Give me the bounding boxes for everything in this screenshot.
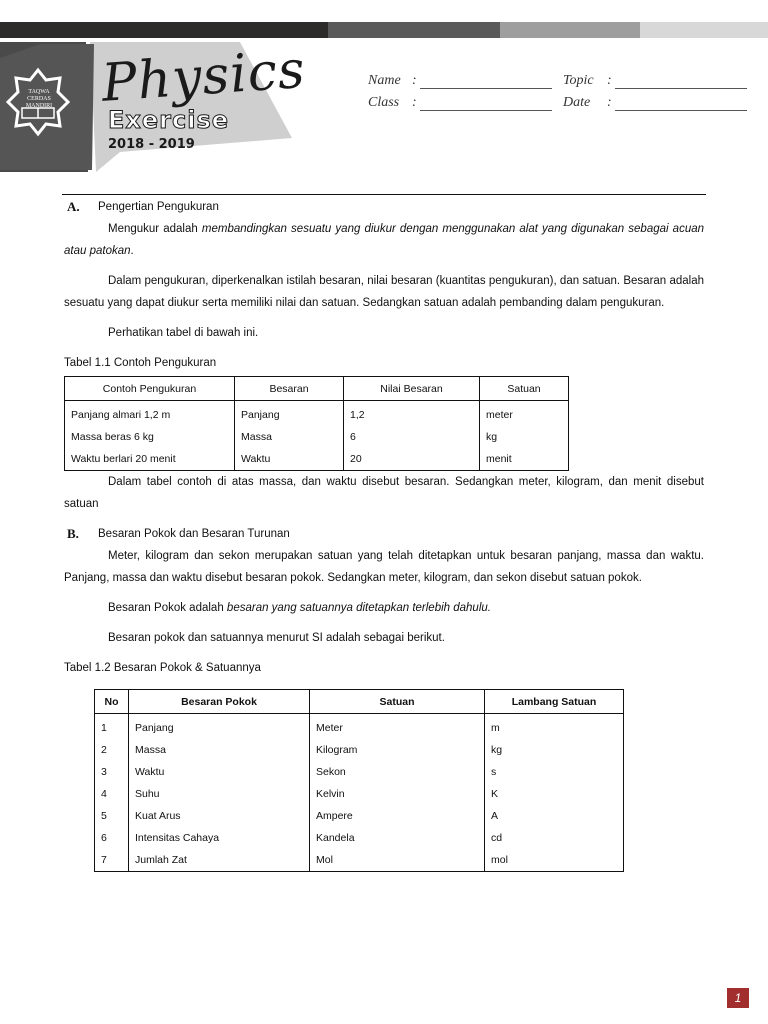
table-2-header-cell: No [95, 690, 129, 714]
section-a-paragraph-1 [64, 218, 704, 262]
header-divider [62, 194, 706, 195]
section-a-paragraph-4: Dalam tabel contoh di atas massa, dan waktu disebut besaran. Sedangkan meter, kilogram, dan menit disebut satuan [64, 476, 704, 510]
date-field[interactable] [563, 95, 753, 113]
table-1-cell: Panjang [235, 401, 344, 427]
table-2-cell: m [485, 714, 624, 740]
table-2-cell: K [485, 783, 624, 805]
table-2-row [95, 783, 624, 805]
table-2-cell: kg [485, 739, 624, 761]
table-2-cell: Massa [129, 739, 310, 761]
table-2-cell: Intensitas Cahaya [129, 827, 310, 849]
table-2-cell: A [485, 805, 624, 827]
section-b-p2-emphasis: besaran yang satuannya ditetapkan terlebih dahulu. [226, 602, 491, 614]
table-2-cell: 3 [95, 761, 129, 783]
page-number-badge: 1 [727, 988, 749, 1008]
table-1-header-cell: Nilai Besaran [344, 377, 480, 401]
class-colon: : [412, 95, 417, 110]
table-1-row [65, 426, 569, 448]
table-2-cell: Suhu [129, 783, 310, 805]
name-label: Name [368, 73, 401, 88]
table-2-cell: Kuat Arus [129, 805, 310, 827]
table-1-cell: Waktu [235, 448, 344, 471]
table-2-cell: 7 [95, 849, 129, 872]
table-1-caption: Tabel 1.1 Contoh Pengukuran [64, 357, 217, 369]
table-2-cell: Kandela [310, 827, 485, 849]
table-1-cell: Panjang almari 1,2 m [65, 401, 235, 427]
table-1-header-cell: Besaran [235, 377, 344, 401]
table-2-row [95, 805, 624, 827]
date-input-line[interactable] [615, 110, 747, 111]
table-2-header-cell: Satuan [310, 690, 485, 714]
header-year: 2018 - 2019 [108, 137, 195, 152]
section-b-heading [64, 523, 704, 545]
table-2-row [95, 849, 624, 872]
date-label: Date [563, 95, 591, 110]
topic-label: Topic [563, 73, 594, 88]
date-colon: : [607, 95, 612, 110]
topic-colon: : [607, 73, 612, 88]
section-b-paragraph-2 [64, 597, 704, 619]
document-body [64, 196, 704, 872]
section-b-p2-text: Besaran Pokok adalah [108, 602, 227, 614]
logo-text: TAQWA CERDAS MANDIRI [25, 89, 53, 109]
table-1-cell: kg [480, 426, 569, 448]
table-2-row [95, 739, 624, 761]
top-bar-segment-light [500, 22, 640, 38]
table-2-cell: Kelvin [310, 783, 485, 805]
table-1-cell: 20 [344, 448, 480, 471]
section-a-p1-text: Mengukur adalah [108, 223, 202, 235]
name-field[interactable] [368, 73, 558, 91]
table-2-cell: s [485, 761, 624, 783]
section-b-paragraph-3: Besaran pokok dan satuannya menurut SI adalah sebagai berikut. [108, 632, 445, 644]
table-1-header-cell: Contoh Pengukuran [65, 377, 235, 401]
table-2-row [95, 761, 624, 783]
topic-field[interactable] [563, 73, 753, 91]
table-1-header-cell: Satuan [480, 377, 569, 401]
table-2-cell: Waktu [129, 761, 310, 783]
section-a-heading [64, 196, 704, 218]
header-title-physics: Physics [99, 39, 308, 114]
table-2-cell: mol [485, 849, 624, 872]
table-2-cell: 5 [95, 805, 129, 827]
table-2-header-cell: Lambang Satuan [485, 690, 624, 714]
table-1-cell: 1,2 [344, 401, 480, 427]
table-2-cell: Jumlah Zat [129, 849, 310, 872]
section-b-paragraph-1: Meter, kilogram dan sekon merupakan satuan yang telah ditetapkan untuk besaran panjang, massa dan waktu. Panjang, massa dan waktu disebut besaran pokok. Sedangkan meter, kilogram, dan sekon disebut satuan pokok. [64, 550, 704, 584]
table-2-cell: Meter [310, 714, 485, 740]
table-1-row [65, 448, 569, 471]
table-2-cell: Kilogram [310, 739, 485, 761]
top-color-bar [0, 22, 768, 38]
section-a-p1-emphasis: membandingkan sesuatu yang diukur dengan menggunakan alat yang digunakan sebagai acuan atau patokan [64, 223, 705, 257]
table-1-cell: Waktu berlari 20 menit [65, 448, 235, 471]
table-2-cell: Ampere [310, 805, 485, 827]
table-2-header-row [95, 690, 624, 714]
table-1-row [65, 401, 569, 427]
table-2-row [95, 714, 624, 740]
table-2-cell: 1 [95, 714, 129, 740]
table-2-cell: cd [485, 827, 624, 849]
table-2 [94, 689, 624, 872]
top-bar-segment-pale [640, 22, 768, 38]
table-1-cell: menit [480, 448, 569, 471]
table-1 [64, 376, 569, 471]
name-colon: : [412, 73, 417, 88]
table-2-cell: Mol [310, 849, 485, 872]
section-a-paragraph-2: Dalam pengukuran, diperkenalkan istilah besaran, nilai besaran (kuantitas pengukuran), dan satuan. Besaran adalah sesuatu yang dapat diukur serta memiliki nilai dan satuan. Sedangkan satuan adalah pembanding dalam pengukuran. [64, 275, 704, 309]
table-2-cell: 2 [95, 739, 129, 761]
table-2-caption: Tabel 1.2 Besaran Pokok & Satuannya [64, 662, 261, 674]
section-a-title: Pengertian Pengukuran [98, 201, 219, 213]
topic-input-line[interactable] [615, 88, 747, 89]
table-2-cell: Sekon [310, 761, 485, 783]
class-input-line[interactable] [420, 110, 552, 111]
table-1-cell: Massa [235, 426, 344, 448]
table-2-cell: 6 [95, 827, 129, 849]
name-input-line[interactable] [420, 88, 552, 89]
table-2-row [95, 827, 624, 849]
table-2-cell: 4 [95, 783, 129, 805]
table-1-header-row [65, 377, 569, 401]
section-a-letter: A. [67, 199, 80, 214]
top-bar-segment-dark [0, 22, 328, 38]
class-label: Class [368, 95, 400, 110]
header-title-exercise: Exercise [108, 106, 230, 134]
section-b-letter: B. [67, 526, 79, 541]
section-a-paragraph-3: Perhatikan tabel di bawah ini. [108, 327, 259, 339]
section-b-title: Besaran Pokok dan Besaran Turunan [98, 528, 290, 540]
table-2-header-cell: Besaran Pokok [129, 690, 310, 714]
table-2-cell: Panjang [129, 714, 310, 740]
table-1-cell: Massa beras 6 kg [65, 426, 235, 448]
table-1-cell: 6 [344, 426, 480, 448]
top-bar-segment-mid [328, 22, 500, 38]
table-1-cell: meter [480, 401, 569, 427]
class-field[interactable] [368, 95, 558, 113]
section-a-p1-end: . [130, 245, 134, 257]
